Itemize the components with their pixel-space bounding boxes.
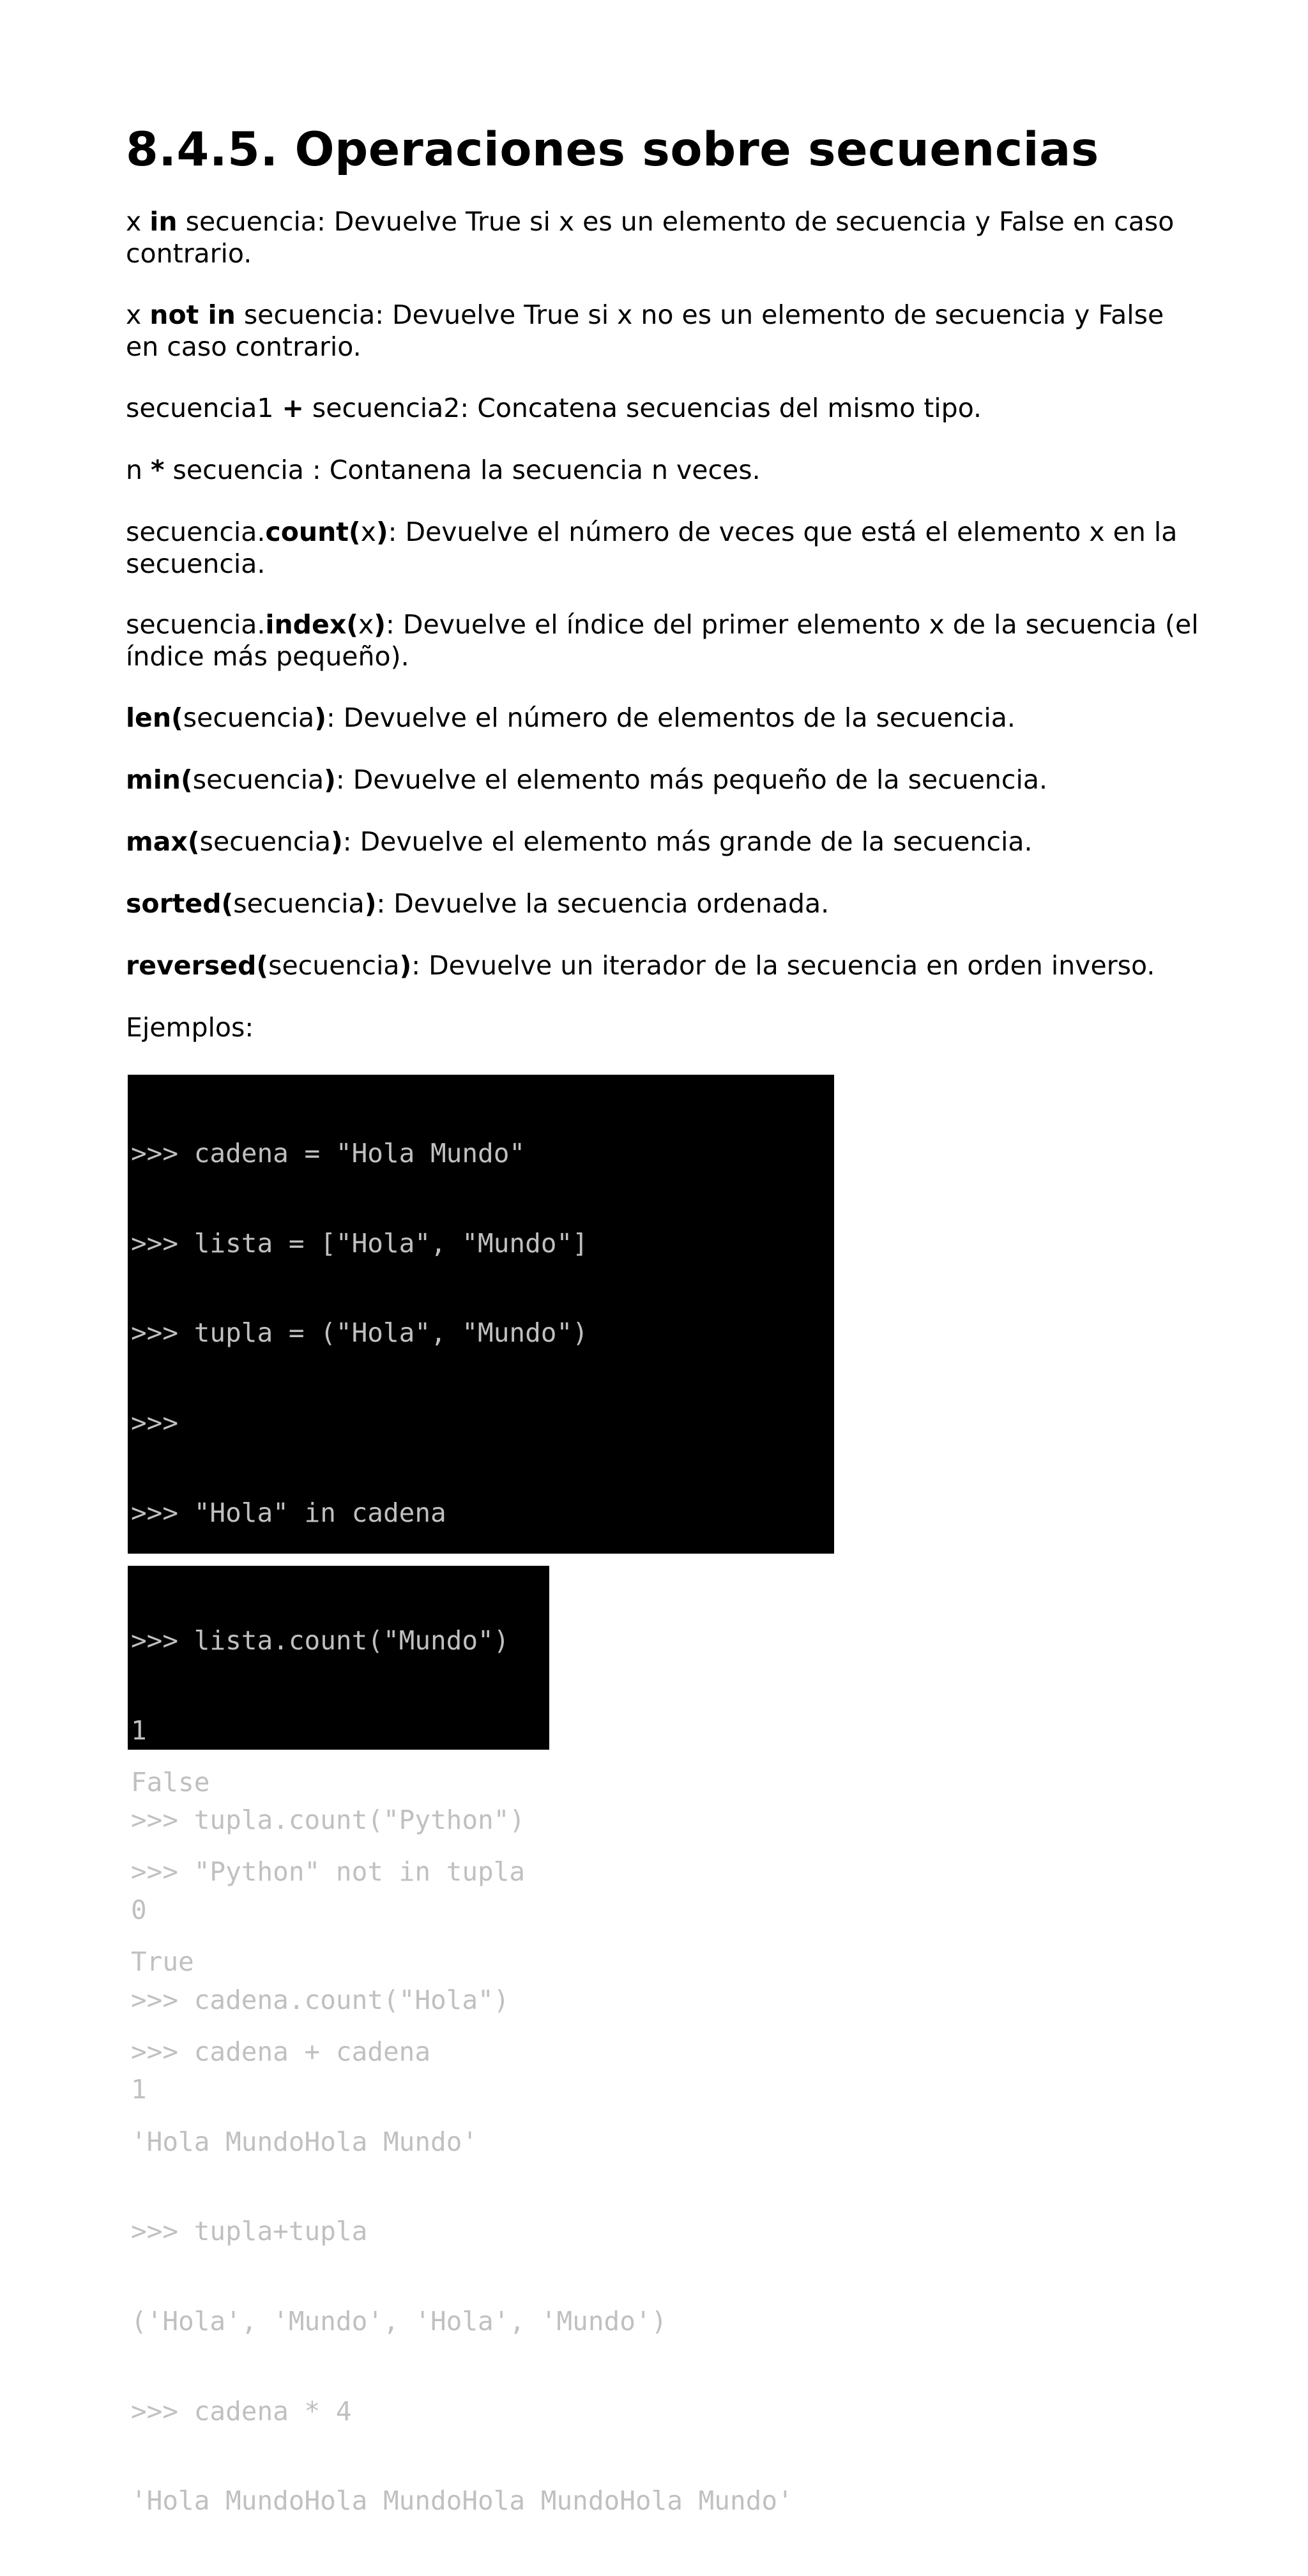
def-operator: min( (126, 764, 193, 795)
def-operator: not in (149, 299, 236, 330)
def-description: : Devuelve el número de elementos de la secuencia. (326, 702, 1015, 733)
definition-index (126, 609, 1199, 672)
def-argument: secuencia (199, 826, 331, 857)
console-line: >>> tupla = ("Hola", "Mundo") (131, 1317, 588, 1349)
def-close: ) (399, 950, 412, 981)
console-line: 'Hola MundoHola MundoHola MundoHola Mundo' (131, 2485, 793, 2517)
section-title: 8.4.5. Operaciones sobre secuencias (126, 123, 1099, 177)
console-line: 1 (131, 2074, 147, 2105)
console-line: ('Hola', 'Mundo', 'Hola', 'Mundo') (131, 2305, 667, 2337)
def-description: : Devuelve el índice del primer elemento x de la secuencia (el índice más pequeño). (126, 609, 1199, 672)
def-description: secuencia2: Concatena secuencias del mismo tipo. (303, 393, 982, 423)
def-close: ) (330, 826, 343, 857)
console-line: >>> cadena * 4 (131, 2395, 352, 2427)
definition-len (126, 702, 1199, 734)
definition-count (126, 516, 1199, 580)
def-operator: index( (265, 609, 359, 640)
def-prefix: secuencia. (126, 517, 266, 547)
console-line: >>> tupla.count("Python") (131, 1805, 526, 1836)
console-line: True (131, 1946, 194, 1978)
def-argument: secuencia (268, 950, 400, 981)
def-close: ) (314, 702, 326, 733)
console-line: >>> "Python" not in tupla (131, 1856, 526, 1888)
def-description: secuencia: Devuelve True si x es un elemento de secuencia y False en caso contrario. (126, 206, 1175, 269)
def-description: : Devuelve el elemento más pequeño de la secuencia. (335, 764, 1047, 795)
def-argument: x (358, 609, 374, 640)
def-prefix: x (126, 206, 150, 237)
def-close: ) (374, 609, 386, 640)
def-close: ) (364, 888, 377, 919)
def-operator: reversed( (126, 950, 269, 981)
def-description: : Devuelve un iterador de la secuencia en orden inverso. (411, 950, 1155, 981)
def-operator: + (282, 393, 304, 423)
definition-in (126, 206, 1199, 269)
def-operator: len( (126, 702, 183, 733)
def-operator: count( (265, 517, 361, 547)
console-line: 0 (131, 1894, 147, 1925)
definition-not-in (126, 299, 1199, 363)
definition-repeat (126, 454, 1199, 486)
def-close: ) (324, 764, 336, 795)
def-description: secuencia: Devuelve True si x no es un elemento de secuencia y False en caso contrario. (126, 299, 1164, 362)
console-line: >>> cadena + cadena (131, 2036, 430, 2067)
def-argument: secuencia (183, 702, 315, 733)
console-line: >>> lista.count("Mundo") (131, 1625, 510, 1656)
definition-concat (126, 392, 1199, 424)
def-argument: secuencia (233, 888, 365, 919)
def-operator: sorted( (126, 888, 234, 919)
def-description: : Devuelve el número de veces que está el elemento x en la secuencia. (126, 517, 1178, 579)
console-line: >>> cadena.count("Hola") (131, 1984, 510, 2015)
definition-min (126, 764, 1199, 796)
def-prefix: n (126, 455, 151, 485)
def-operator: * (151, 455, 165, 485)
def-prefix: secuencia. (126, 609, 266, 640)
def-description: secuencia : Contanena la secuencia n veces. (164, 455, 761, 485)
console-line: 1 (131, 1715, 147, 1746)
console-line: 'Hola MundoHola Mundo' (131, 2126, 478, 2157)
definition-max (126, 826, 1199, 858)
console-line: >>> cadena = "Hola Mundo" (131, 1137, 526, 1169)
console-line: >>> (131, 1407, 179, 1438)
def-description: : Devuelve la secuencia ordenada. (376, 888, 830, 919)
def-operator: in (149, 206, 178, 237)
def-close: ) (376, 517, 388, 547)
def-description: : Devuelve el elemento más grande de la secuencia. (342, 826, 1033, 857)
examples-label: Ejemplos: (126, 1012, 254, 1043)
console-line: >>> lista = ["Hola", "Mundo"] (131, 1227, 588, 1259)
def-prefix: secuencia1 (126, 393, 282, 423)
def-argument: secuencia (192, 764, 324, 795)
def-prefix: x (126, 299, 150, 330)
console-line: >>> "Hola" in cadena (131, 1497, 446, 1528)
definition-reversed (126, 950, 1199, 981)
def-operator: max( (126, 826, 200, 857)
def-argument: x (360, 517, 376, 547)
definition-sorted (126, 888, 1199, 920)
console-line: False (131, 1766, 210, 1798)
console-line: >>> tupla+tupla (131, 2216, 368, 2247)
